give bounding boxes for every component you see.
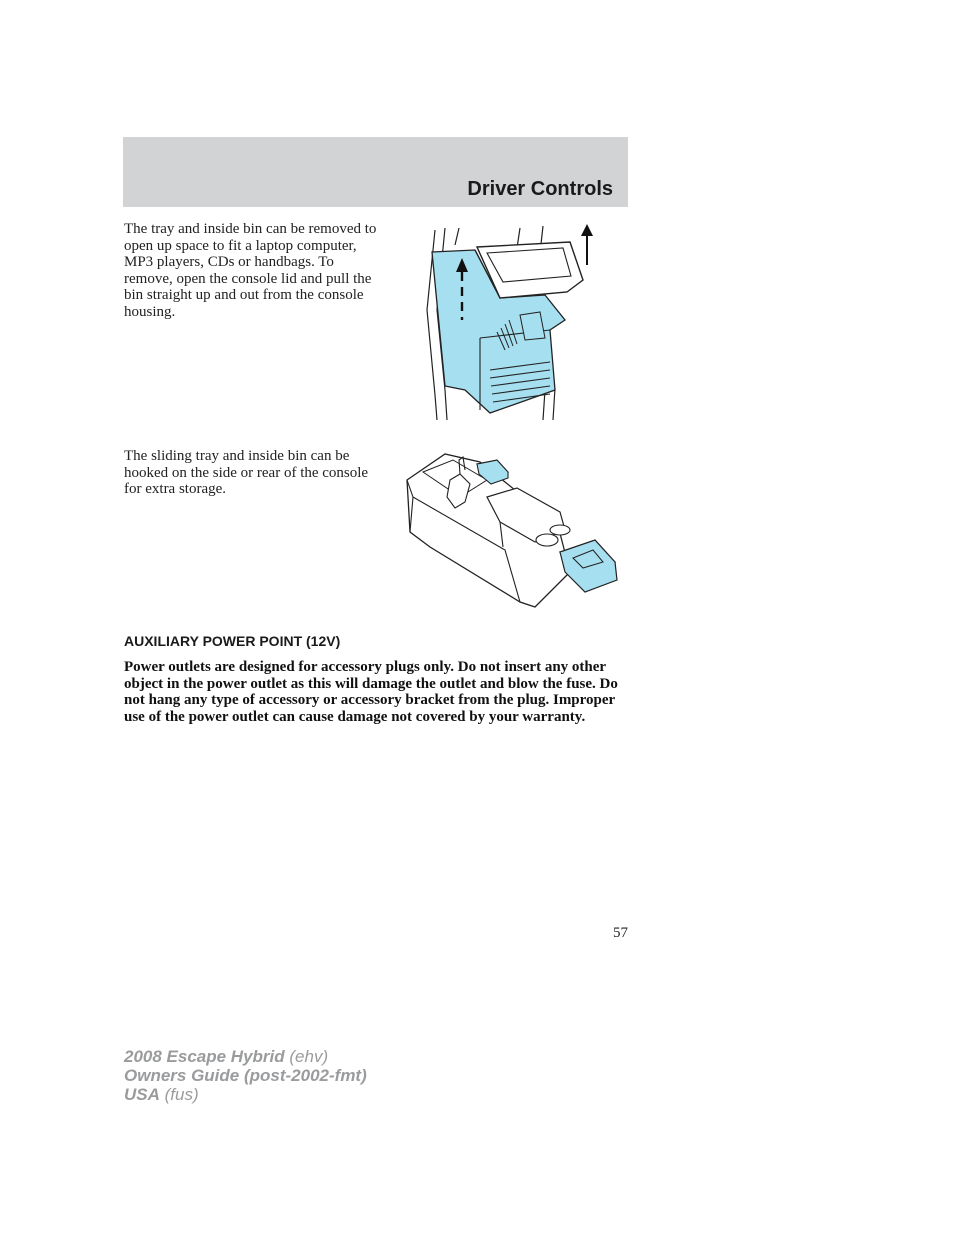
bin-removal-illustration <box>405 220 630 425</box>
footer-market: USA <box>124 1085 160 1104</box>
console-storage-illustration <box>405 452 625 612</box>
power-outlet-warning: Power outlets are designed for accessory plugs only. Do not insert any other object in the power outlet as this will damage the outlet and blow the fuse. Do not hang any type of accessory or accessory bracket from the plug. Improper use of the power outlet can cause damage not covered by your warranty. <box>124 659 618 725</box>
power-point-heading: AUXILIARY POWER POINT (12V) <box>124 633 341 649</box>
footer-line-3 <box>124 1085 367 1104</box>
footer-line-2 <box>124 1066 367 1085</box>
footer-model-code: (ehv) <box>289 1047 329 1066</box>
footer-guide: Owners Guide (post-2002-fmt) <box>124 1066 367 1085</box>
page-number: 57 <box>613 925 628 941</box>
bin-hook-text: The sliding tray and inside bin can be hooked on the side or rear of the console for extra storage. <box>124 448 369 497</box>
header-band <box>123 137 628 207</box>
document-footer <box>124 1047 367 1104</box>
section-title: Driver Controls <box>467 178 613 200</box>
footer-market-code: (fus) <box>164 1085 199 1104</box>
footer-model: 2008 Escape Hybrid <box>124 1047 285 1066</box>
bin-removal-text: The tray and inside bin can be removed to open up space to fit a laptop computer, MP3 players, CDs or handbags. To remove, open the console lid and pull the bin straight up and out from the console housing. <box>124 221 377 320</box>
footer-line-1 <box>124 1047 367 1066</box>
